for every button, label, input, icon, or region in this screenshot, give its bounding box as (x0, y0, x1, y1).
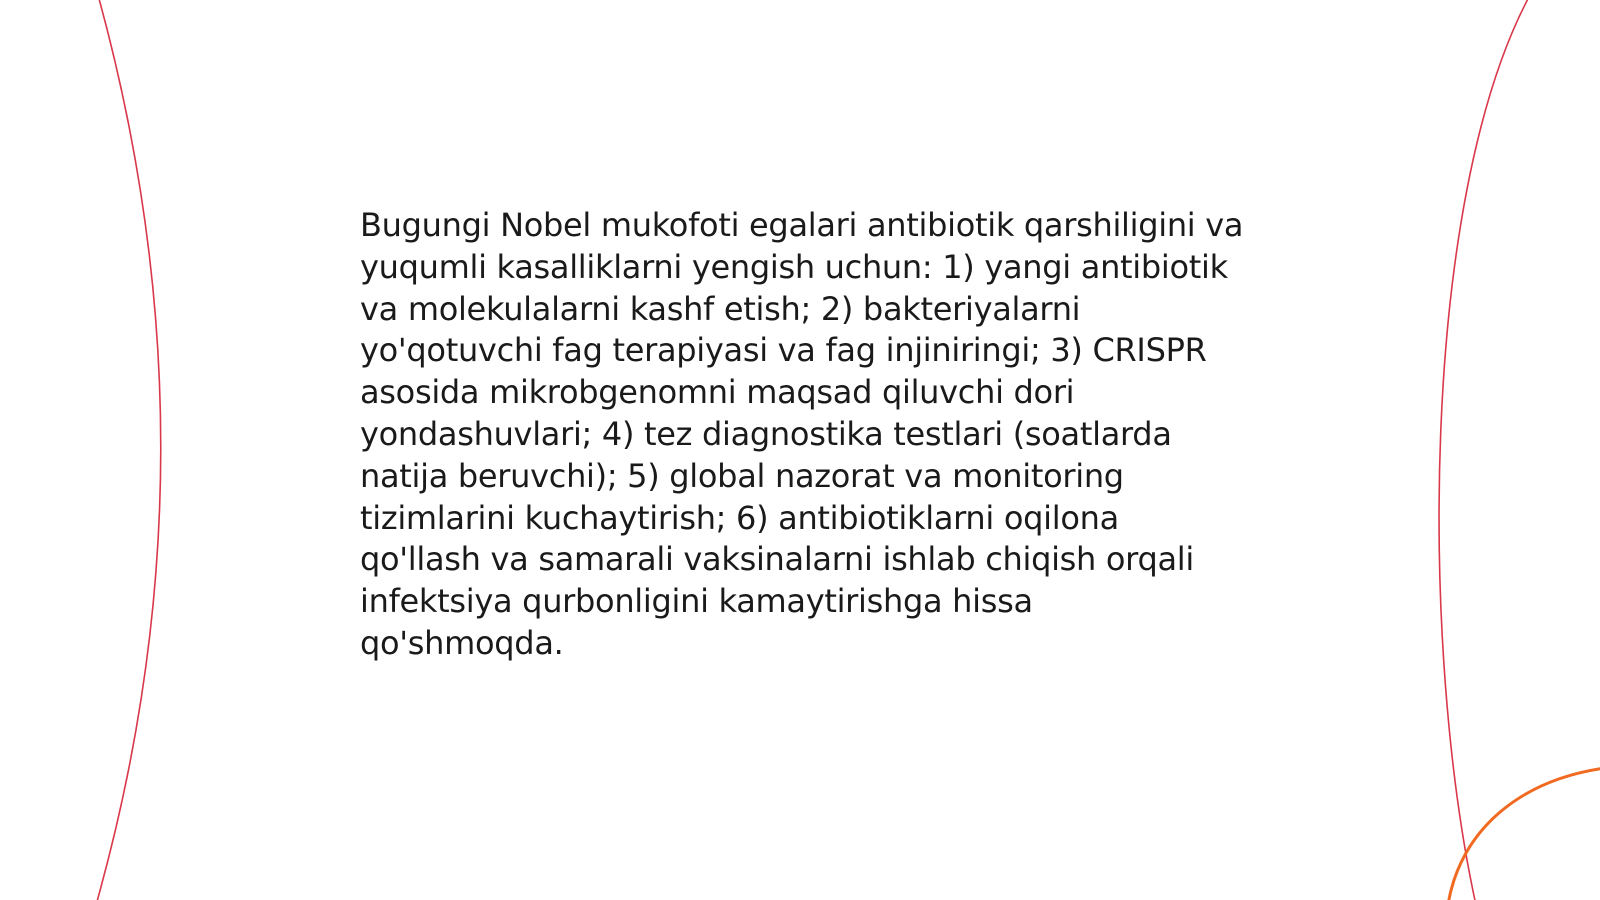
left-curve (96, 0, 161, 900)
right-curve (1439, 0, 1530, 900)
body-text: Bugungi Nobel mukofoti egalari antibiotik qarshiligini va yuqumli kasalliklarni yengish uchun: 1) yangi antibiotik va molekulalarni kashf etish; 2) bakteriyalarni yo'qotuvchi fag terapiyasi va fag injiniringi; 3) CRISPR asosida mikrobgenomni maqsad qiluvchi dori yondashuvlari; 4) tez diagnostika testlari (soatlarda natija beruvchi); 5) global nazorat va monitoring tizimlarini kuchaytirish; 6) antibiotiklarni oqilona qo'llash va samarali vaksinalarni ishlab chiqish orqali infektsiya qurbonligini kamaytirishga hissa qo'shmoqda. (360, 206, 1244, 662)
